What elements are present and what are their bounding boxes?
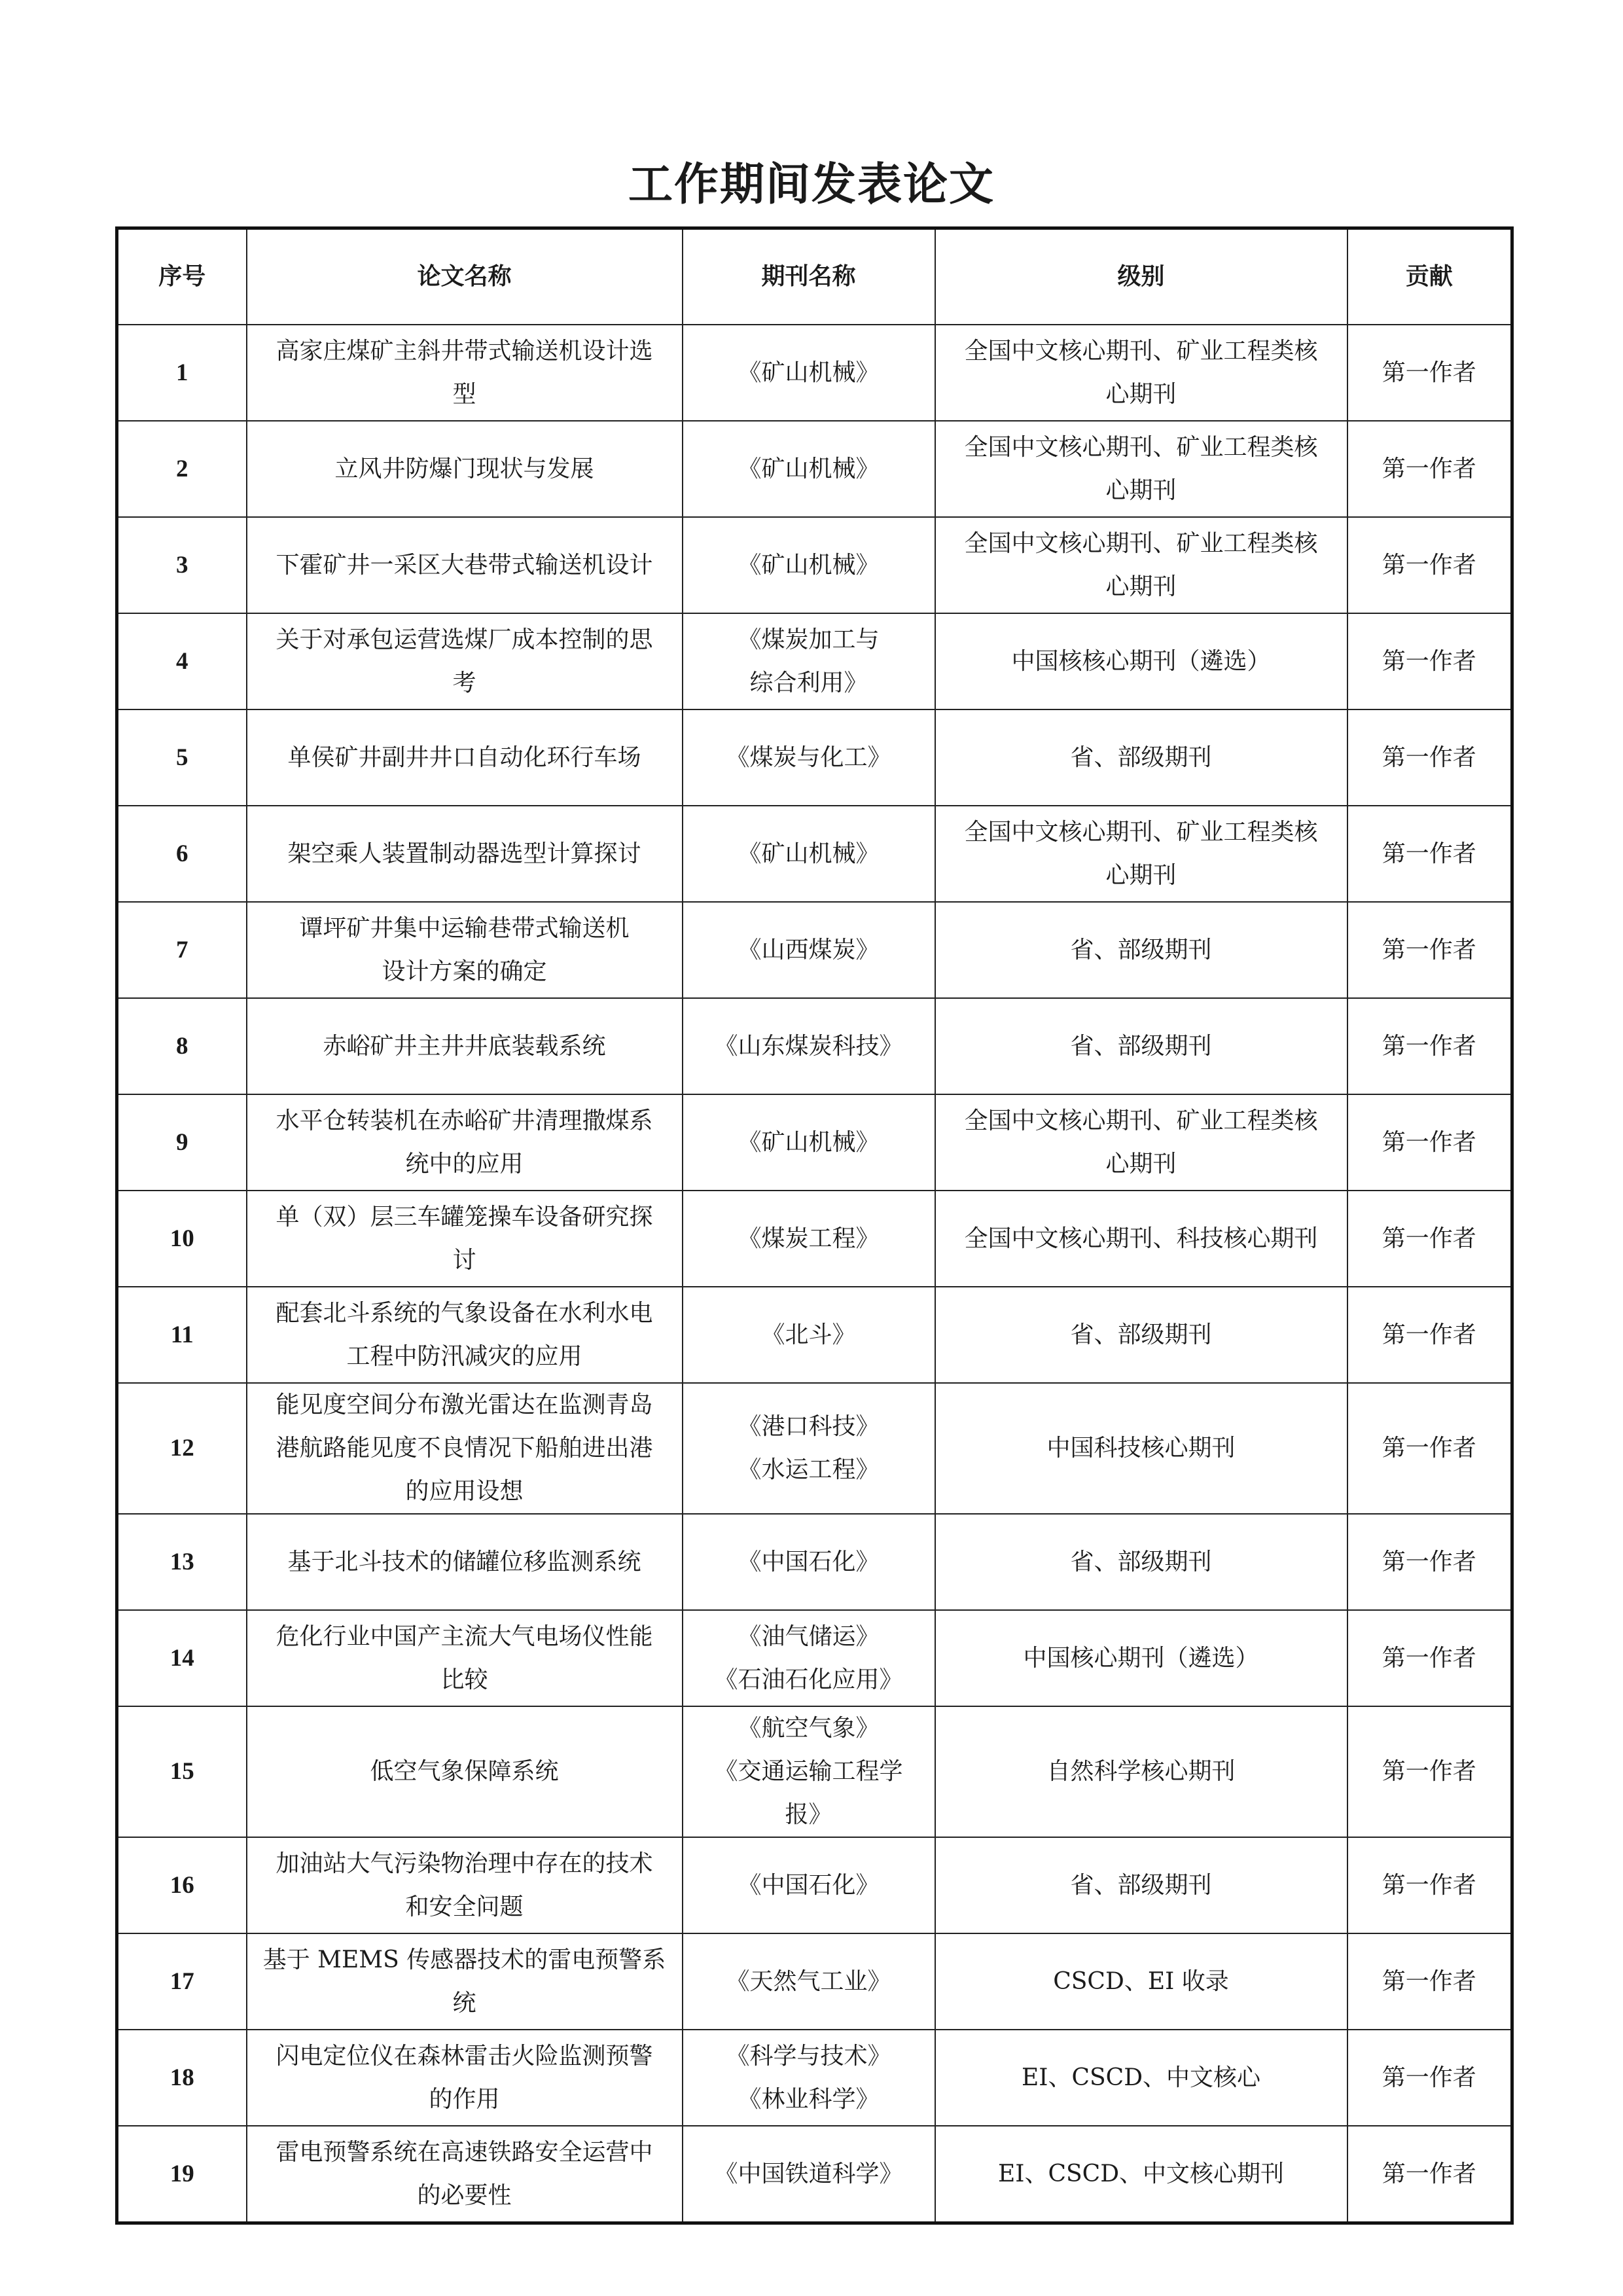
cell-paper-title xyxy=(247,902,683,998)
cell-journal xyxy=(683,2126,935,2223)
cell-level xyxy=(935,1191,1347,1287)
table-row xyxy=(117,517,1512,613)
cell-level-line: 省、部级期刊 xyxy=(1070,744,1212,771)
table-row xyxy=(117,709,1512,806)
cell-level xyxy=(935,2126,1347,2223)
cell-level xyxy=(935,902,1347,998)
cell-paper-title-line: 基于 MEMS 传感器技术的雷电预警系 xyxy=(262,1946,666,1973)
cell-journal-line: 《中国石化》 xyxy=(738,1548,880,1575)
cell-level-line: CSCD、EI 收录 xyxy=(1053,1967,1229,1995)
cell-level xyxy=(935,1837,1347,1933)
cell-contribution: 第一作者 xyxy=(1347,998,1512,1094)
cell-no: 2 xyxy=(117,421,247,517)
cell-journal xyxy=(683,1191,935,1287)
header-contribution: 贡献 xyxy=(1347,228,1512,325)
cell-level-line: 中国核心期刊（遴选） xyxy=(1023,1644,1259,1672)
cell-level xyxy=(935,709,1347,806)
cell-journal-line: 《矿山机械》 xyxy=(738,551,880,579)
papers-table-container xyxy=(115,226,1510,2225)
header-no: 序号 xyxy=(117,228,247,325)
cell-journal-line: 《水运工程》 xyxy=(738,1456,880,1483)
cell-contribution: 第一作者 xyxy=(1347,517,1512,613)
cell-paper-title xyxy=(247,998,683,1094)
cell-journal-line: 《中国铁道科学》 xyxy=(714,2160,903,2187)
cell-level xyxy=(935,2030,1347,2126)
papers-table xyxy=(115,226,1514,2225)
cell-no: 8 xyxy=(117,998,247,1094)
cell-paper-title xyxy=(247,1933,683,2030)
cell-journal-line: 《矿山机械》 xyxy=(738,359,880,386)
cell-contribution: 第一作者 xyxy=(1347,1837,1512,1933)
cell-journal xyxy=(683,1837,935,1933)
cell-level xyxy=(935,421,1347,517)
cell-paper-title-line: 港航路能见度不良情况下船舶进出港 xyxy=(276,1435,653,1462)
table-row xyxy=(117,1191,1512,1287)
cell-paper-title xyxy=(247,1706,683,1837)
cell-no: 12 xyxy=(117,1383,247,1514)
cell-contribution: 第一作者 xyxy=(1347,1514,1512,1610)
cell-paper-title xyxy=(247,2030,683,2126)
cell-level-line: 自然科学核心期刊 xyxy=(1046,1758,1236,1785)
papers-table-body xyxy=(117,325,1512,2223)
table-row xyxy=(117,998,1512,1094)
cell-no: 17 xyxy=(117,1933,247,2030)
cell-contribution: 第一作者 xyxy=(1347,2030,1512,2126)
cell-level-line: 省、部级期刊 xyxy=(1070,936,1212,963)
cell-no: 15 xyxy=(117,1706,247,1837)
cell-contribution: 第一作者 xyxy=(1347,806,1512,902)
cell-paper-title-line: 低空气象保障系统 xyxy=(370,1758,559,1785)
cell-contribution: 第一作者 xyxy=(1347,1706,1512,1837)
cell-paper-title xyxy=(247,613,683,709)
cell-paper-title-line: 高家庄煤矿主斜井带式输送机设计选 xyxy=(276,337,653,365)
cell-journal-line: 《矿山机械》 xyxy=(738,1128,880,1156)
cell-level-line: 全国中文核心期刊、矿业工程类核 xyxy=(964,433,1318,461)
cell-level xyxy=(935,998,1347,1094)
cell-no: 3 xyxy=(117,517,247,613)
cell-paper-title-line: 水平仓转装机在赤峪矿井清理撒煤系 xyxy=(276,1107,653,1134)
cell-paper-title-line: 单（双）层三车罐笼操车设备研究探 xyxy=(276,1203,653,1230)
cell-level xyxy=(935,1706,1347,1837)
cell-paper-title-line: 谭坪矿井集中运输巷带式输送机 xyxy=(299,914,630,942)
cell-no: 4 xyxy=(117,613,247,709)
cell-contribution: 第一作者 xyxy=(1347,709,1512,806)
cell-no: 5 xyxy=(117,709,247,806)
cell-level-line: 心期刊 xyxy=(1105,573,1177,600)
cell-level-line: 省、部级期刊 xyxy=(1070,1871,1212,1899)
cell-paper-title-line: 下霍矿井一采区大巷带式输送机设计 xyxy=(276,551,653,579)
cell-journal xyxy=(683,421,935,517)
cell-paper-title-line: 的作用 xyxy=(429,2085,500,2113)
cell-level-line: 心期刊 xyxy=(1105,476,1177,504)
cell-paper-title-line: 设计方案的确定 xyxy=(382,958,547,985)
cell-level xyxy=(935,613,1347,709)
cell-journal-line: 《港口科技》 xyxy=(738,1413,880,1440)
cell-paper-title-line: 赤峪矿井主井井底装载系统 xyxy=(323,1032,606,1060)
cell-journal xyxy=(683,1287,935,1383)
cell-level xyxy=(935,325,1347,421)
cell-journal-line: 综合利用》 xyxy=(749,669,868,696)
cell-level-line: 省、部级期刊 xyxy=(1070,1548,1212,1575)
cell-journal xyxy=(683,709,935,806)
cell-paper-title xyxy=(247,1287,683,1383)
cell-paper-title xyxy=(247,709,683,806)
table-header-row xyxy=(117,228,1512,325)
cell-journal-line: 《石油石化应用》 xyxy=(714,1666,903,1693)
cell-no: 6 xyxy=(117,806,247,902)
cell-level-line: 省、部级期刊 xyxy=(1070,1032,1212,1060)
cell-journal-line: 《山西煤炭》 xyxy=(738,936,880,963)
cell-journal xyxy=(683,902,935,998)
cell-level xyxy=(935,1610,1347,1706)
cell-level-line: 全国中文核心期刊、科技核心期刊 xyxy=(964,1225,1318,1252)
cell-level-line: EI、CSCD、中文核心期刊 xyxy=(997,2160,1285,2187)
table-row xyxy=(117,1837,1512,1933)
cell-no: 19 xyxy=(117,2126,247,2223)
cell-journal xyxy=(683,1383,935,1514)
cell-paper-title-line: 闪电定位仪在森林雷击火险监测预警 xyxy=(276,2042,653,2070)
cell-contribution: 第一作者 xyxy=(1347,1287,1512,1383)
header-paper-title: 论文名称 xyxy=(247,228,683,325)
cell-paper-title-line: 考 xyxy=(452,669,476,696)
cell-paper-title-line: 单侯矿井副井井口自动化环行车场 xyxy=(287,744,641,771)
cell-paper-title xyxy=(247,806,683,902)
cell-paper-title-line: 和安全问题 xyxy=(405,1893,524,1920)
cell-journal-line: 《北斗》 xyxy=(761,1321,856,1348)
table-row xyxy=(117,1610,1512,1706)
cell-journal-line: 《矿山机械》 xyxy=(738,840,880,867)
cell-journal-line: 《中国石化》 xyxy=(738,1871,880,1899)
cell-no: 14 xyxy=(117,1610,247,1706)
cell-level-line: 心期刊 xyxy=(1105,1150,1177,1177)
cell-journal xyxy=(683,613,935,709)
table-row xyxy=(117,421,1512,517)
cell-journal-line: 《煤炭工程》 xyxy=(738,1225,880,1252)
table-row xyxy=(117,613,1512,709)
cell-level xyxy=(935,806,1347,902)
cell-journal-line: 《煤炭与化工》 xyxy=(726,744,891,771)
table-row xyxy=(117,1706,1512,1837)
cell-level xyxy=(935,1383,1347,1514)
cell-level xyxy=(935,1287,1347,1383)
cell-no: 1 xyxy=(117,325,247,421)
table-row xyxy=(117,1514,1512,1610)
cell-no: 13 xyxy=(117,1514,247,1610)
cell-paper-title xyxy=(247,1191,683,1287)
cell-paper-title-line: 关于对承包运营选煤厂成本控制的思 xyxy=(276,626,653,653)
cell-level-line: 心期刊 xyxy=(1105,380,1177,408)
cell-journal-line: 《山东煤炭科技》 xyxy=(714,1032,903,1060)
cell-level-line: 全国中文核心期刊、矿业工程类核 xyxy=(964,529,1318,557)
cell-no: 11 xyxy=(117,1287,247,1383)
cell-paper-title xyxy=(247,2126,683,2223)
table-row xyxy=(117,902,1512,998)
cell-journal xyxy=(683,1094,935,1191)
cell-journal-line: 《油气储运》 xyxy=(738,1623,880,1650)
cell-paper-title-line: 讨 xyxy=(452,1246,476,1274)
cell-no: 10 xyxy=(117,1191,247,1287)
cell-contribution: 第一作者 xyxy=(1347,1094,1512,1191)
cell-journal xyxy=(683,998,935,1094)
page-title: 工作期间发表论文 xyxy=(628,159,995,211)
cell-level xyxy=(935,1514,1347,1610)
cell-journal-line: 《科学与技术》 xyxy=(726,2042,891,2070)
cell-level-line: 全国中文核心期刊、矿业工程类核 xyxy=(964,1107,1318,1134)
cell-no: 7 xyxy=(117,902,247,998)
cell-paper-title xyxy=(247,1383,683,1514)
cell-journal-line: 《航空气象》 xyxy=(738,1715,880,1742)
cell-journal xyxy=(683,2030,935,2126)
cell-paper-title-line: 统中的应用 xyxy=(405,1150,524,1177)
table-row xyxy=(117,2126,1512,2223)
cell-level-line: 中国科技核心期刊 xyxy=(1046,1435,1236,1462)
cell-paper-title-line: 危化行业中国产主流大气电场仪性能 xyxy=(276,1623,653,1650)
cell-journal xyxy=(683,1933,935,2030)
table-row xyxy=(117,2030,1512,2126)
cell-paper-title-line: 能见度空间分布激光雷达在监测青岛 xyxy=(276,1391,653,1418)
table-row xyxy=(117,1383,1512,1514)
cell-level-line: 省、部级期刊 xyxy=(1070,1321,1212,1348)
cell-contribution: 第一作者 xyxy=(1347,325,1512,421)
cell-contribution: 第一作者 xyxy=(1347,1191,1512,1287)
cell-paper-title-line: 型 xyxy=(452,380,476,408)
cell-contribution: 第一作者 xyxy=(1347,902,1512,998)
cell-paper-title-line: 架空乘人装置制动器选型计算探讨 xyxy=(287,840,641,867)
cell-paper-title-line: 的应用设想 xyxy=(405,1478,524,1505)
cell-paper-title-line: 立风井防爆门现状与发展 xyxy=(334,455,594,482)
cell-paper-title-line: 的必要性 xyxy=(417,2181,512,2209)
cell-paper-title-line: 加油站大气污染物治理中存在的技术 xyxy=(276,1850,653,1877)
cell-journal-line: 《林业科学》 xyxy=(738,2085,880,2113)
cell-paper-title xyxy=(247,1514,683,1610)
cell-paper-title-line: 比较 xyxy=(440,1666,488,1693)
cell-journal-line: 《矿山机械》 xyxy=(738,455,880,482)
cell-level-line: EI、CSCD、中文核心 xyxy=(1021,2064,1261,2091)
cell-contribution: 第一作者 xyxy=(1347,1383,1512,1514)
cell-no: 9 xyxy=(117,1094,247,1191)
table-row xyxy=(117,1094,1512,1191)
cell-paper-title-line: 雷电预警系统在高速铁路安全运营中 xyxy=(276,2138,653,2166)
cell-no: 18 xyxy=(117,2030,247,2126)
cell-level xyxy=(935,1094,1347,1191)
cell-journal-line: 报》 xyxy=(785,1801,832,1828)
cell-contribution: 第一作者 xyxy=(1347,421,1512,517)
table-row xyxy=(117,806,1512,902)
cell-level-line: 中国核核心期刊（遴选） xyxy=(1011,647,1271,675)
cell-journal xyxy=(683,1610,935,1706)
cell-level-line: 心期刊 xyxy=(1105,861,1177,889)
header-level: 级别 xyxy=(935,228,1347,325)
cell-journal xyxy=(683,1706,935,1837)
header-journal: 期刊名称 xyxy=(683,228,935,325)
cell-journal-line: 《煤炭加工与 xyxy=(738,626,880,653)
cell-paper-title xyxy=(247,1610,683,1706)
cell-paper-title-line: 基于北斗技术的储罐位移监测系统 xyxy=(287,1548,641,1575)
cell-paper-title xyxy=(247,1837,683,1933)
cell-journal xyxy=(683,325,935,421)
cell-paper-title-line: 统 xyxy=(452,1989,476,2017)
cell-paper-title xyxy=(247,325,683,421)
cell-paper-title-line: 配套北斗系统的气象设备在水利水电 xyxy=(276,1299,653,1327)
cell-level-line: 全国中文核心期刊、矿业工程类核 xyxy=(964,337,1318,365)
cell-contribution: 第一作者 xyxy=(1347,1610,1512,1706)
cell-contribution: 第一作者 xyxy=(1347,613,1512,709)
cell-journal xyxy=(683,517,935,613)
cell-level xyxy=(935,517,1347,613)
cell-level-line: 全国中文核心期刊、矿业工程类核 xyxy=(964,818,1318,846)
table-row xyxy=(117,325,1512,421)
table-row xyxy=(117,1287,1512,1383)
cell-paper-title-line: 工程中防汛减灾的应用 xyxy=(346,1342,582,1370)
cell-paper-title xyxy=(247,421,683,517)
cell-journal xyxy=(683,1514,935,1610)
cell-paper-title xyxy=(247,1094,683,1191)
cell-no: 16 xyxy=(117,1837,247,1933)
cell-paper-title xyxy=(247,517,683,613)
cell-journal xyxy=(683,806,935,902)
cell-contribution: 第一作者 xyxy=(1347,1933,1512,2030)
cell-contribution: 第一作者 xyxy=(1347,2126,1512,2223)
cell-level xyxy=(935,1933,1347,2030)
table-row xyxy=(117,1933,1512,2030)
cell-journal-line: 《交通运输工程学 xyxy=(714,1758,903,1785)
cell-journal-line: 《天然气工业》 xyxy=(726,1967,891,1995)
